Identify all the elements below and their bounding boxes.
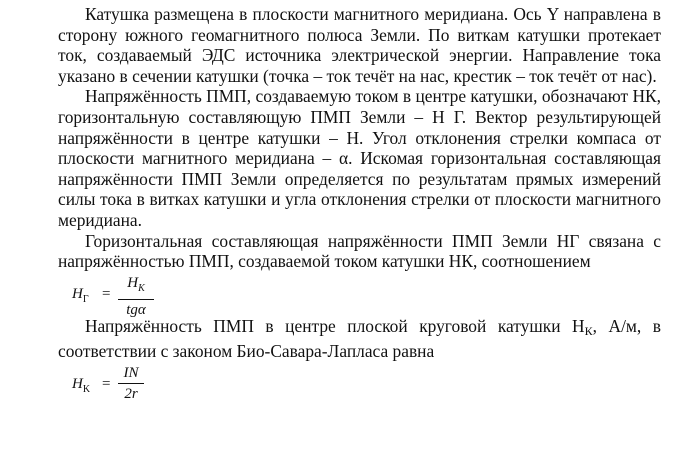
formula2-numerator: IN	[123, 364, 139, 381]
formula2-lhs: $H_K$	[72, 375, 91, 395]
fraction-bar	[118, 383, 144, 384]
formula2-equals: =	[102, 375, 111, 392]
formula1-equals: =	[102, 285, 111, 302]
formula2-fraction	[118, 364, 144, 403]
paragraph-relation-intro: Горизонтальная составляющая напряжённости ПМП Земли НГ связана с напряжённостью ПМП, создаваемой током катушки НК, соотношением	[58, 230, 661, 272]
formula-horizontal-component	[58, 272, 661, 316]
formula-coil-field	[58, 362, 661, 406]
paragraph-coil-placement: Катушка размещена в плоскости магнитного меридиана. Ось Y направлена в сторону южного геомагнитного полюса Земли. По виткам катушки протекает ток, создаваемый ЭДС источника электрической энергии. Направление тока указано в сечении катушки (точка – ток течёт на нас, крестик – ток течёт от нас).	[58, 4, 661, 86]
fraction-bar	[118, 299, 154, 300]
formula2-denominator: 2r	[124, 385, 138, 402]
paragraph-biot-savart: Напряжённость ПМП в центре плоской круговой катушки $Н_К$, А/м, в соответствии с законом Био-Савара-Лапласа равна	[58, 315, 661, 362]
formula1-lhs: $H_Г$	[72, 285, 89, 305]
formula1-denominator: tgα	[126, 301, 146, 318]
formula1-numerator: $H_K$	[127, 274, 145, 294]
paragraph-field-definitions: Напряжённость ПМП, создаваемую током в центре катушки, обозначают НК, горизонтальную составляющую ПМП Земли – Н Г. Вектор результирующей напряжённости в центре катушки – Н. Угол отклонения стрелки компаса от плоскости магнитного меридиана – α. Искомая горизонтальная составляющая напряжённости ПМП Земли определяется по результатам прямых измерений силы тока в витках катушки и угла отклонения стрелки от плоскости магнитного меридиана.	[58, 86, 661, 230]
formula1-fraction	[118, 274, 154, 319]
